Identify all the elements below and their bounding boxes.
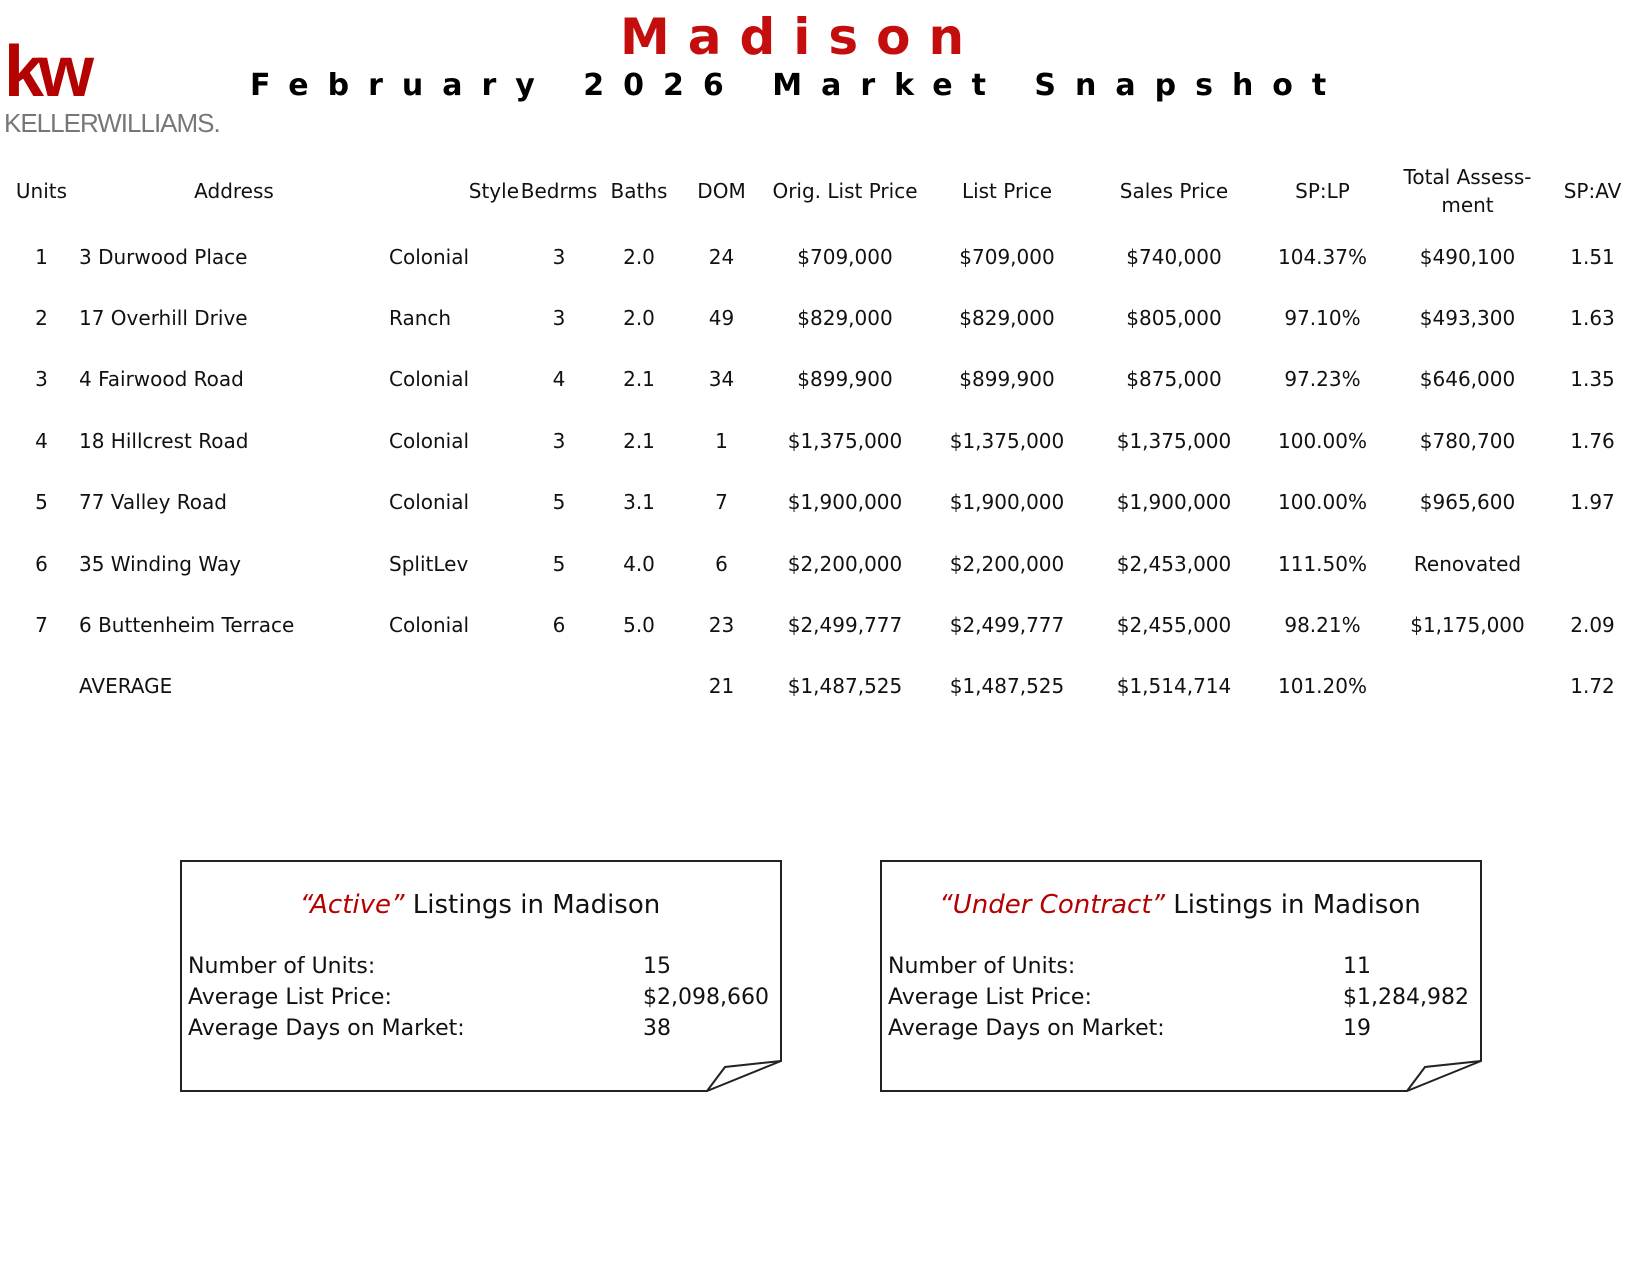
cell-list-price: $1,375,000 — [949, 428, 1065, 453]
cell-orig-list-price: $2,200,000 — [787, 551, 903, 576]
active-avg-price-row — [188, 985, 768, 1017]
cell-sp-lp: 111.50% — [1278, 551, 1367, 576]
cell-list-price: $709,000 — [959, 244, 1055, 269]
cell-dom: 24 — [708, 244, 735, 269]
cell-sp-av: 1.35 — [1570, 367, 1615, 392]
keller-williams-logo — [4, 32, 244, 139]
cell-style: Colonial — [389, 367, 470, 392]
cell-unit: 1 — [35, 244, 48, 269]
cell-bedrooms: 3 — [552, 244, 566, 269]
table-row — [8, 533, 1635, 594]
cell-sales-price: $875,000 — [1126, 367, 1222, 392]
contract-units-row — [888, 954, 1468, 986]
active-avg-dom-label: Average Days on Market: — [188, 1016, 465, 1041]
cell-total-assessment: $1,175,000 — [1410, 613, 1525, 638]
header-address: Address — [194, 179, 274, 203]
active-avg-price-label: Average List Price: — [188, 985, 392, 1010]
average-dom: 21 — [708, 674, 735, 699]
active-title-rest: Listings in Madison — [404, 890, 661, 920]
under-contract-listings-card — [880, 860, 1480, 1090]
cell-sp-lp: 104.37% — [1278, 244, 1367, 269]
cell-sp-av — [1550, 533, 1635, 594]
header-style: Style — [468, 179, 519, 203]
cell-list-price: $899,900 — [959, 367, 1055, 392]
page-title: Madison — [620, 8, 983, 66]
cell-unit: 7 — [35, 613, 48, 638]
cell-address: 6 Buttenheim Terrace — [79, 613, 295, 638]
contract-avg-price-value: $1,284,982 — [1343, 985, 1469, 1010]
cell-baths: 4.0 — [623, 551, 655, 576]
cell-sp-lp: 100.00% — [1278, 428, 1367, 453]
active-avg-price-value: $2,098,660 — [643, 985, 769, 1010]
header-dom: DOM — [697, 179, 746, 203]
contract-status: “Under Contract” — [939, 890, 1165, 920]
cell-list-price: $1,900,000 — [949, 490, 1065, 515]
cell-sp-av: 1.51 — [1570, 244, 1615, 269]
contract-avg-price-label: Average List Price: — [888, 985, 1092, 1010]
cell-bedrooms: 4 — [552, 367, 566, 392]
header-orig-list-price: Orig. List Price — [772, 179, 918, 203]
cell-baths: 2.0 — [623, 244, 655, 269]
cell-sales-price: $2,455,000 — [1116, 613, 1232, 638]
table-row — [8, 226, 1635, 287]
active-units-label: Number of Units: — [188, 954, 376, 979]
logo-text-keller: KELLER — [4, 108, 98, 138]
cell-orig-list-price: $899,900 — [797, 367, 893, 392]
cell-orig-list-price: $2,499,777 — [787, 613, 903, 638]
cell-unit: 6 — [35, 551, 48, 576]
header-sales-price: Sales Price — [1119, 179, 1229, 203]
average-row — [8, 656, 1635, 717]
header-total-assessment-line2: ment — [1441, 193, 1494, 217]
active-avg-dom-row — [188, 1016, 768, 1048]
cell-address: 35 Winding Way — [79, 551, 241, 576]
cell-total-assessment: $493,300 — [1419, 306, 1516, 331]
average-label: AVERAGE — [79, 674, 173, 699]
contract-avg-dom-label: Average Days on Market: — [888, 1016, 1165, 1041]
average-sp-lp: 101.20% — [1278, 674, 1367, 699]
contract-avg-price-row — [888, 985, 1468, 1017]
cell-sp-lp: 100.00% — [1278, 490, 1367, 515]
cell-baths: 3.1 — [623, 490, 655, 515]
cell-bedrooms: 3 — [552, 428, 566, 453]
header-sp-av: SP:AV — [1563, 179, 1622, 203]
cell-orig-list-price: $1,900,000 — [787, 490, 903, 515]
active-card-title — [180, 890, 780, 920]
cell-sp-lp: 97.23% — [1284, 367, 1361, 392]
header-sp-lp: SP:LP — [1295, 179, 1350, 203]
kw-logo-text — [4, 108, 244, 139]
cell-unit: 2 — [35, 306, 48, 331]
header-baths: Baths — [610, 179, 668, 203]
sales-table — [8, 156, 1635, 717]
cell-dom: 7 — [715, 490, 728, 515]
cell-orig-list-price: $709,000 — [797, 244, 893, 269]
cell-total-assessment: $646,000 — [1419, 367, 1516, 392]
cell-total-assessment: $490,100 — [1419, 244, 1516, 269]
cell-style: Colonial — [389, 490, 470, 515]
cell-total-assessment: $965,600 — [1419, 490, 1516, 515]
table-row — [8, 472, 1635, 533]
contract-avg-dom-row — [888, 1016, 1468, 1048]
cell-dom: 1 — [715, 428, 728, 453]
cell-total-assessment: Renovated — [1413, 551, 1522, 576]
cell-sales-price: $740,000 — [1126, 244, 1222, 269]
header-bedrooms: Bedrms — [520, 179, 598, 203]
cell-sales-price: $805,000 — [1126, 306, 1222, 331]
table-row — [8, 410, 1635, 471]
cell-sp-av: 2.09 — [1570, 613, 1615, 638]
cell-sales-price: $1,375,000 — [1116, 428, 1232, 453]
active-units-row — [188, 954, 768, 986]
cell-dom: 49 — [708, 306, 735, 331]
contract-units-label: Number of Units: — [888, 954, 1076, 979]
contract-title-rest: Listings in Madison — [1165, 890, 1421, 920]
cell-style: Colonial — [389, 244, 470, 269]
cell-list-price: $2,200,000 — [949, 551, 1065, 576]
cell-address: 4 Fairwood Road — [79, 367, 244, 392]
average-orig-list-price: $1,487,525 — [787, 674, 903, 699]
cell-list-price: $829,000 — [959, 306, 1055, 331]
cell-bedrooms: 6 — [552, 613, 566, 638]
contract-card-title — [880, 890, 1480, 920]
cell-bedrooms: 5 — [552, 490, 566, 515]
cell-orig-list-price: $829,000 — [797, 306, 893, 331]
cell-unit: 3 — [35, 367, 48, 392]
cell-bedrooms: 5 — [552, 551, 566, 576]
cell-address: 77 Valley Road — [79, 490, 227, 515]
cell-total-assessment: $780,700 — [1419, 428, 1516, 453]
cell-baths: 2.0 — [623, 306, 655, 331]
cell-address: 3 Durwood Place — [79, 244, 248, 269]
active-listings-card — [180, 860, 780, 1090]
table-header-row — [8, 156, 1635, 226]
header-total-assessment-line1: Total Assess- — [1403, 165, 1532, 189]
header-total-assessment — [1385, 156, 1550, 226]
contract-units-value: 11 — [1343, 954, 1371, 979]
cell-style: Colonial — [389, 613, 470, 638]
header-list-price: List Price — [961, 179, 1053, 203]
cell-dom: 34 — [708, 367, 735, 392]
active-units-value: 15 — [643, 954, 671, 979]
cell-sp-av: 1.97 — [1570, 490, 1615, 515]
cell-sales-price: $2,453,000 — [1116, 551, 1232, 576]
active-avg-dom-value: 38 — [643, 1016, 671, 1041]
cell-list-price: $2,499,777 — [949, 613, 1065, 638]
cell-orig-list-price: $1,375,000 — [787, 428, 903, 453]
cell-unit: 4 — [35, 428, 48, 453]
cell-dom: 6 — [715, 551, 728, 576]
kw-logo-mark: kw — [4, 32, 89, 112]
cell-style: Colonial — [389, 428, 470, 453]
table-row — [8, 349, 1635, 410]
logo-text-williams: WILLIAMS. — [97, 108, 220, 138]
header-units: Units — [15, 179, 68, 203]
cell-sp-lp: 98.21% — [1284, 613, 1361, 638]
cell-unit: 5 — [35, 490, 48, 515]
cell-sp-av: 1.76 — [1570, 428, 1615, 453]
cell-bedrooms: 3 — [552, 306, 566, 331]
contract-avg-dom-value: 19 — [1343, 1016, 1371, 1041]
average-sp-av: 1.72 — [1570, 674, 1615, 699]
cell-style: SplitLev — [389, 551, 469, 576]
cell-style: Ranch — [389, 306, 452, 331]
cell-address: 17 Overhill Drive — [79, 306, 248, 331]
cell-address: 18 Hillcrest Road — [79, 428, 249, 453]
average-list-price: $1,487,525 — [949, 674, 1065, 699]
cell-dom: 23 — [708, 613, 735, 638]
cell-baths: 2.1 — [623, 367, 655, 392]
average-sales-price: $1,514,714 — [1116, 674, 1232, 699]
cell-sp-av: 1.63 — [1570, 306, 1615, 331]
page-subtitle: February 2026 Market Snapshot — [250, 68, 1346, 103]
cell-baths: 5.0 — [623, 613, 655, 638]
table-row — [8, 594, 1635, 655]
active-status: “Active” — [299, 890, 405, 920]
cell-baths: 2.1 — [623, 428, 655, 453]
table-row — [8, 287, 1635, 348]
cell-sales-price: $1,900,000 — [1116, 490, 1232, 515]
cell-sp-lp: 97.10% — [1284, 306, 1361, 331]
